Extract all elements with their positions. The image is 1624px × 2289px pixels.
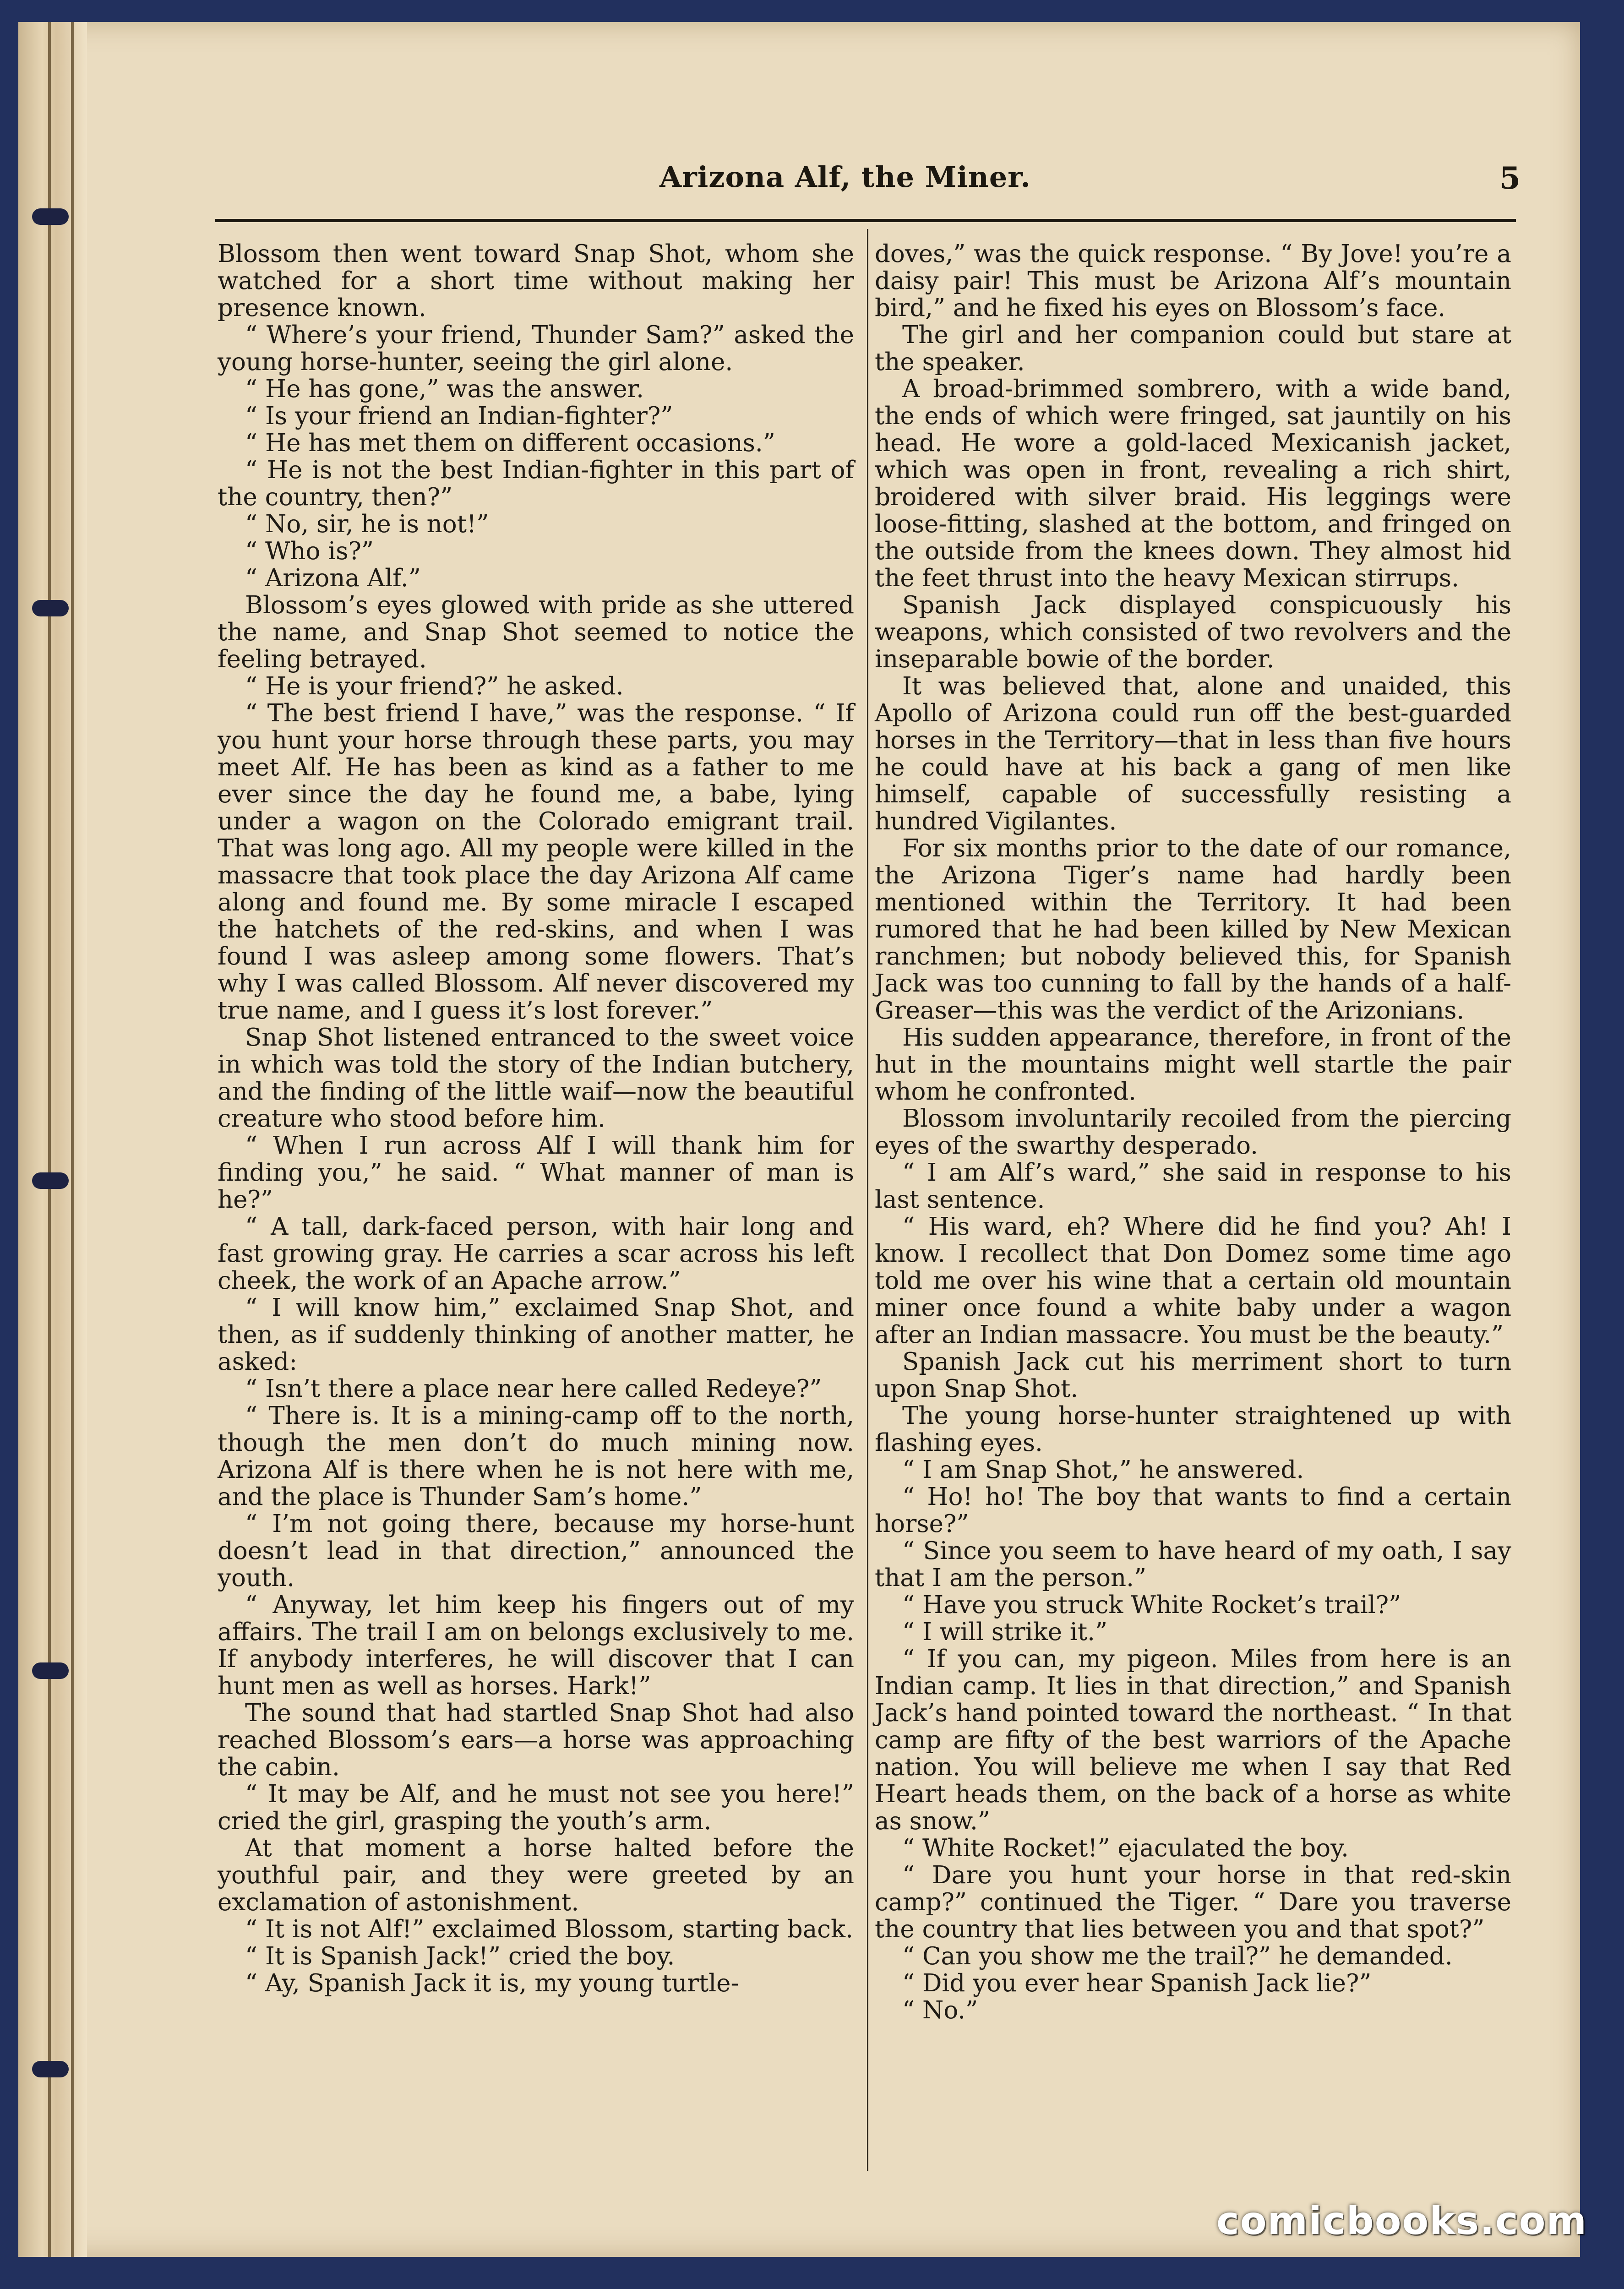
paragraph: “ Ay, Spanish Jack it is, my young turtle- bbox=[245, 1969, 739, 1997]
paragraph: “ If you can, my pigeon. Miles from here is an Indian camp. It lies in that direction,” and Spanish Jack’s hand pointed toward the northeast. “ In that camp are fifty of the best warriors of the Apache nation. You will believe me when I say that Red Heart heads them, on the back of a horse as white as snow.” bbox=[875, 1645, 1511, 1835]
gutter-line bbox=[48, 22, 51, 2257]
page-number: 5 bbox=[1499, 160, 1520, 196]
running-title: Arizona Alf, the Miner. bbox=[659, 160, 1031, 194]
paragraph: “ I am Snap Shot,” he answered. bbox=[902, 1456, 1304, 1484]
paragraph: “ There is. It is a mining-camp off to the north, though the men don’t do much mining now. Arizona Alf is there when he is not here with me, and the place is Thunder Sam’s home.” bbox=[218, 1402, 854, 1511]
binding-stitch bbox=[32, 600, 69, 616]
page-gutter bbox=[18, 22, 87, 2257]
paragraph: “ I’m not going there, because my horse-hunt doesn’t lead in that direction,” announced the youth. bbox=[218, 1510, 854, 1592]
paragraph: “ He is not the best Indian-fighter in this part of the country, then?” bbox=[218, 456, 854, 511]
binding-stitch bbox=[32, 1172, 69, 1189]
paragraph: Blossom involuntarily recoiled from the piercing eyes of the swarthy desperado. bbox=[875, 1105, 1511, 1160]
paragraph: “ I am Alf’s ward,” she said in response to his last sentence. bbox=[875, 1159, 1511, 1214]
text-column-right bbox=[875, 240, 1511, 2024]
paragraph: “ Dare you hunt your horse in that red-skin camp?” continued the Tiger. “ Dare you traverse the country that lies between you and that spot?” bbox=[875, 1861, 1511, 1943]
paragraph: “ Ho! ho! The boy that wants to find a certain horse?” bbox=[875, 1483, 1511, 1538]
paragraph: “ When I run across Alf I will thank him for finding you,” he said. “ What manner of man is he?” bbox=[218, 1132, 854, 1214]
paragraph: “ I will know him,” exclaimed Snap Shot, and then, as if suddenly thinking of another matter, he asked: bbox=[218, 1294, 854, 1376]
paragraph: At that moment a horse halted before the youthful pair, and they were greeted by an exclamation of astonishment. bbox=[218, 1834, 854, 1916]
paragraph: Snap Shot listened entranced to the sweet voice in which was told the story of the Indian butchery, and the finding of the little waif—now the beautiful creature who stood before him. bbox=[218, 1024, 854, 1133]
paragraph: “ Can you show me the trail?” he demanded. bbox=[902, 1942, 1453, 1970]
paragraph: “ He has met them on different occasions.” bbox=[245, 429, 775, 457]
paragraph: “ He is your friend?” he asked. bbox=[245, 672, 624, 700]
binding-stitch bbox=[32, 1662, 69, 1679]
paragraph: “ Since you seem to have heard of my oath, I say that I am the person.” bbox=[875, 1537, 1511, 1592]
paragraph: “ It may be Alf, and he must not see you here!” cried the girl, grasping the youth’s arm. bbox=[218, 1780, 854, 1835]
paragraph: Spanish Jack cut his merriment short to turn upon Snap Shot. bbox=[875, 1348, 1511, 1403]
paragraph: “ No, sir, he is not!” bbox=[245, 510, 489, 538]
running-header bbox=[641, 160, 1520, 211]
paragraph: Blossom’s eyes glowed with pride as she uttered the name, and Snap Shot seemed to notice the feeling betrayed. bbox=[218, 591, 854, 673]
paragraph: The young horse-hunter straightened up with flashing eyes. bbox=[875, 1402, 1511, 1457]
paragraph: doves,” was the quick response. “ By Jove! you’re a daisy pair! This must be Arizona Alf’s mountain bird,” and he fixed his eyes on Blossom’s face. bbox=[875, 240, 1511, 322]
paragraph: Blossom then went toward Snap Shot, whom she watched for a short time without making her presence known. bbox=[218, 240, 854, 322]
paragraph: “ His ward, eh? Where did he find you? Ah! I know. I recollect that Don Domez some time ago told me over his wine that a certain old mountain miner once found a white baby under a wagon after an Indian massacre. You must be the beauty.” bbox=[875, 1213, 1511, 1349]
paragraph: “ Who is?” bbox=[245, 537, 374, 565]
paragraph: “ Where’s your friend, Thunder Sam?” asked the young horse-hunter, seeing the girl alone. bbox=[218, 321, 854, 376]
paragraph: “ A tall, dark-faced person, with hair long and fast growing gray. He carries a scar across his left cheek, the work of an Apache arrow.” bbox=[218, 1213, 854, 1295]
paragraph: “ White Rocket!” ejaculated the boy. bbox=[902, 1834, 1349, 1862]
column-divider bbox=[867, 229, 868, 2171]
text-column-left bbox=[218, 240, 854, 1997]
paragraph: The girl and her companion could but stare at the speaker. bbox=[875, 321, 1511, 376]
paragraph: “ I will strike it.” bbox=[902, 1618, 1108, 1646]
header-rule bbox=[215, 219, 1516, 222]
binding-stitch bbox=[32, 208, 69, 225]
gutter-line bbox=[71, 22, 74, 2257]
paragraph: For six months prior to the date of our romance, the Arizona Tiger’s name had hardly been mentioned within the Territory. It had been rumored that he had been killed by New Mexican ranchmen; but nobody believed this, for Spanish Jack was too cunning to fall by the hands of a half-Greaser—this was the verdict of the Arizonians. bbox=[875, 834, 1511, 1025]
paragraph: “ Isn’t there a place near here called Redeye?” bbox=[245, 1375, 822, 1403]
watermark: comicbooks.com bbox=[1216, 2198, 1587, 2243]
paragraph: “ Is your friend an Indian-fighter?” bbox=[245, 402, 673, 430]
paragraph: The sound that had startled Snap Shot had also reached Blossom’s ears—a horse was approaching the cabin. bbox=[218, 1699, 854, 1781]
binding-stitch bbox=[32, 2061, 69, 2077]
paragraph: “ Did you ever hear Spanish Jack lie?” bbox=[902, 1969, 1372, 1997]
paragraph: “ Anyway, let him keep his fingers out of my affairs. The trail I am on belongs exclusively to me. If anybody interferes, he will discover that I can hunt men as well as horses. Hark!” bbox=[218, 1591, 854, 1700]
paragraph: “ It is not Alf!” exclaimed Blossom, starting back. bbox=[245, 1915, 853, 1943]
paragraph: “ No.” bbox=[902, 1996, 978, 2024]
paragraph: A broad-brimmed sombrero, with a wide band, the ends of which were fringed, sat jauntily on his head. He wore a gold-laced Mexicanish jacket, which was open in front, revealing a rich shirt, broidered with silver braid. His leggings were loose-fitting, slashed at the bottom, and fringed on the outside from the knees down. They almost hid the feet thrust into the heavy Mexican stirrups. bbox=[875, 375, 1511, 592]
paragraph: “ Have you struck White Rocket’s trail?” bbox=[902, 1591, 1401, 1619]
paragraph: Spanish Jack displayed conspicuously his weapons, which consisted of two revolvers and the inseparable bowie of the border. bbox=[875, 591, 1511, 673]
paragraph: “ Arizona Alf.” bbox=[245, 564, 421, 592]
paragraph: His sudden appearance, therefore, in front of the hut in the mountains might well startle the pair whom he confronted. bbox=[875, 1024, 1511, 1106]
paragraph: “ It is Spanish Jack!” cried the boy. bbox=[245, 1942, 675, 1970]
paragraph: It was believed that, alone and unaided, this Apollo of Arizona could run off the best-guarded horses in the Territory—that in less than five hours he could have at his back a gang of men like himself, capable of successfully resisting a hundred Vigilantes. bbox=[875, 672, 1511, 835]
paragraph: “ The best friend I have,” was the response. “ If you hunt your horse through these parts, you may meet Alf. He has been as kind as a father to me ever since the day he found me, a babe, lying under a wagon on the Colorado emigrant trail. That was long ago. All my people were killed in the massacre that took place the day Arizona Alf came along and found me. By some miracle I escaped the hatchets of the red-skins, and when I was found I was asleep among some flowers. That’s why I was called Blossom. Alf never discovered my true name, and I guess it’s lost forever.” bbox=[218, 699, 854, 1025]
paragraph: “ He has gone,” was the answer. bbox=[245, 375, 644, 403]
